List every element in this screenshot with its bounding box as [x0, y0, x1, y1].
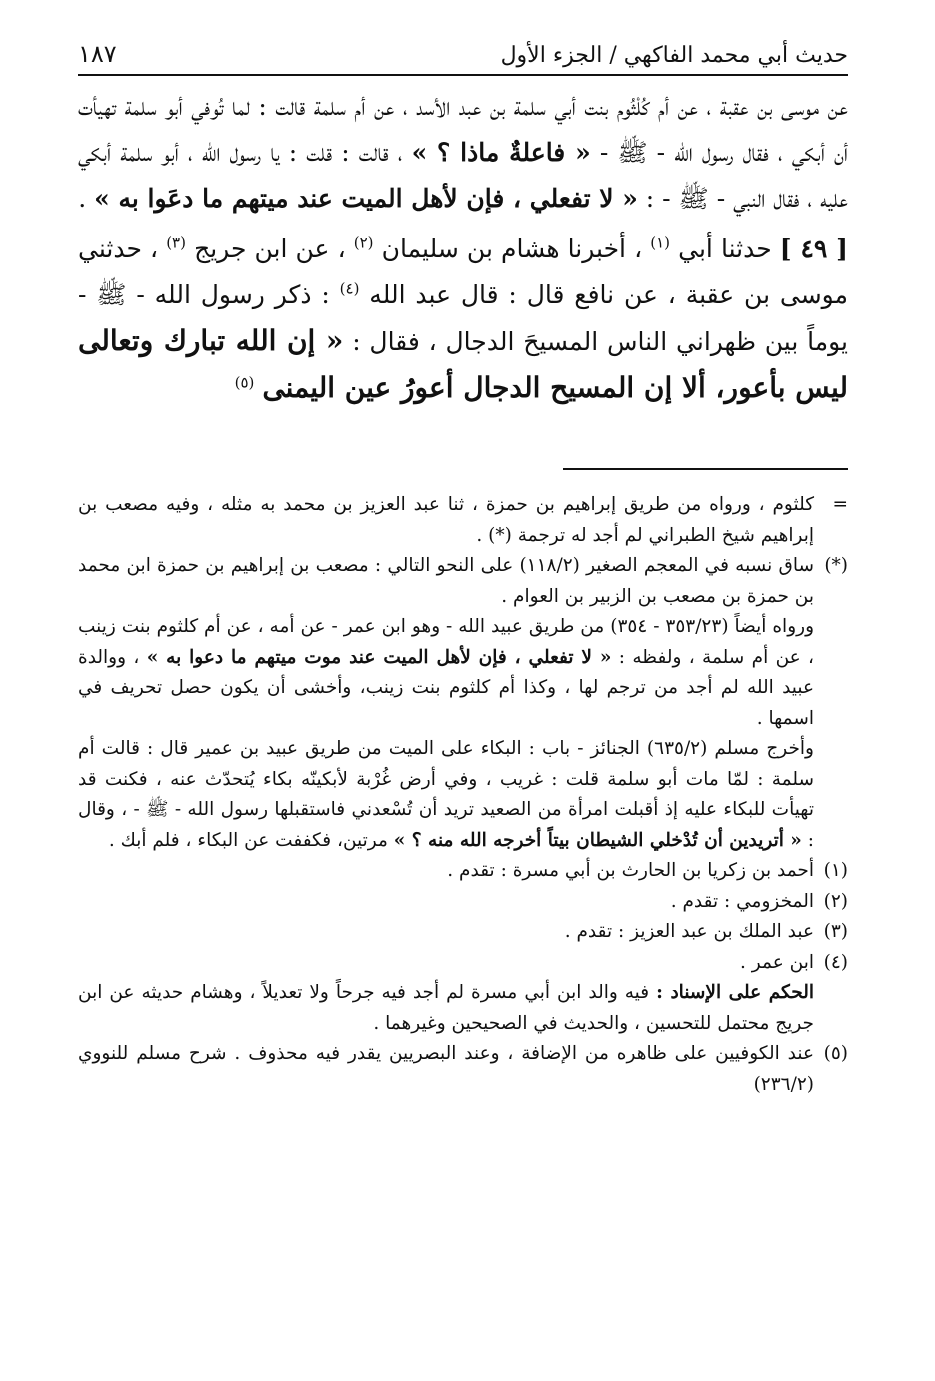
prophet-quote: « إن الله تبارك وتعالى ليس بأعور، ألا إن المسيح الدجال أعورُ عين اليمنى — [78, 324, 848, 404]
footnote-star — [78, 551, 848, 612]
main-text — [78, 84, 848, 412]
isnad-ruling — [78, 978, 848, 1039]
footnote-mark: (١) — [823, 860, 848, 881]
footnote-ref: (٤) — [339, 279, 360, 298]
footnote-mark: (٣) — [823, 921, 848, 942]
hadith-paragraph — [78, 226, 848, 412]
footnote-ref: (٥) — [234, 373, 255, 392]
running-title: حديث أبي محمد الفاكهي / الجزء الأول — [500, 43, 848, 68]
prophet-quote: « لا تفعلي ، فإن لأهل الميت عند ميتهم ما دعَوا به » — [94, 184, 638, 213]
prophet-quote: « فاعلةٌ ماذا ؟ » — [411, 138, 591, 167]
footnote-separator — [563, 468, 848, 470]
footnote-paragraph — [78, 612, 848, 734]
footnote-text: فيه والد ابن أبي مسرة لم أجد فيه جرحاً ولا تعديلاً ، وهشام حديثه عن ابن جريج محتمل للتحسين ، والحديث في الصحيحين وغيرهما . — [78, 982, 814, 1034]
footnote-mark: (٥) — [823, 1043, 848, 1064]
footnote-text: عبد الملك بن عبد العزيز : تقدم . — [564, 921, 814, 942]
footnote-mark: (*) — [824, 555, 848, 576]
main-text-segment: : ذكر رسول الله - ﷺ - يوماً بين ظهراني الناس المسيحَ الدجال ، فقال : — [78, 280, 848, 356]
footnote-ref: (٢) — [353, 233, 374, 252]
footnote-3 — [78, 917, 848, 948]
isnad-ruling-label: الحكم على الإسناد : — [656, 982, 814, 1003]
footnote-text: عند الكوفيين على ظاهره من الإضافة ، وعند البصريين يقدر فيه محذوف . شرح مسلم للنووي (٢٣٦/٢) — [78, 1043, 814, 1095]
footnote-text: كلثوم ، ورواه من طريق إبراهيم بن حمزة ، ثنا عبد العزيز بن محمد به مثله ، وفيه مصعب بن إبراهيم شيخ الطبراني لم أجد له ترجمة (*) . — [78, 494, 814, 546]
footnote-5 — [78, 1039, 848, 1100]
quote: « أتريدين أن تُدْخلي الشيطان بيتاً أخرجه الله منه ؟ » — [393, 829, 802, 851]
main-text-segment: عن موسى بن عقبة ، عن أم كُلْثُوم بنت أبي سلمة بن عبد الأسد ، عن أم سلمة قالت : لما تُوفي أبو سلمة تهيأت أن أبكي ، فقال رسول الله - ﷺ - — [78, 92, 848, 167]
footnote-1 — [78, 856, 848, 887]
footnote-mark: (٤) — [823, 951, 848, 973]
footnote-continuation — [78, 490, 848, 551]
footnote-4 — [78, 948, 848, 979]
page-number: ١٨٧ — [78, 40, 117, 68]
page-header — [78, 28, 848, 76]
footnotes — [78, 490, 848, 1100]
footnote-2 — [78, 887, 848, 918]
main-text-segment: ، عن ابن جريج — [185, 234, 354, 263]
main-text-segment: ، أخبرنا هشام بن سليمان — [373, 234, 651, 263]
footnote-text: ورواه أيضاً (٣٥٣/٢٣ - ٣٥٤) من طريق عبيد الله - وهو ابن عمر - عن أمه ، عن أم كلثوم بنت زينب ، عن أم سلمة ، ولفظه : — [78, 616, 815, 668]
footnote-text: ، ووالدة عبيد الله لم أجد من ترجم لها ، وكذا أم كلثوم بنت زينب، وأخشى أن يكون حصل تحريف في اسمها . — [78, 646, 814, 729]
footnote-text: المخزومي : تقدم . — [670, 890, 814, 912]
footnote-text: ساق نسبه في المعجم الصغير (١١٨/٢) على النحو التالي : مصعب بن إبراهيم بن حمزة ابن محمد بن حمزة بن مصعب بن الزبير بن العوام . — [78, 555, 814, 607]
main-text-segment: ، قالت : قلت : يا رسول الله ، أبو سلمة أبكي عليه ، فقال النبي - ﷺ - : — [78, 138, 848, 213]
footnote-ref: (١) — [650, 233, 671, 252]
footnote-text: مرتين، فكففت عن البكاء ، فلم أبك . — [108, 829, 394, 851]
quote: « لا تفعلي ، فإن لأهل الميت عند موت ميتهم ما دعوا به » — [146, 646, 612, 668]
hadith-number: [ ٤٩ ] — [779, 234, 848, 263]
footnote-mark: (٢) — [823, 890, 848, 912]
footnote-text: وأخرج مسلم (٦٣٥/٢) الجنائز - باب : البكاء على الميت من طريق عبيد بن عمير قال : قالت أم سلمة : لمّا مات أبو سلمة قلت : غريب ، وفي أرض غُرْبة لأبكينّه بكاء يُتحدّث عنه ، فكنت قد تهيأت للبكاء عليه إذ أقبلت امرأة من الصعيد تريد أن تُسْعدني فاستقبلها رسول الله - ﷺ - ، وقال : — [78, 738, 814, 851]
footnote-paragraph — [78, 734, 848, 856]
main-text-segment: حدثنا أبي — [670, 234, 780, 263]
footnote-mark: = — [832, 494, 848, 515]
main-text-segment: ، حدثني موسى بن عقبة ، عن نافع قال : قال عبد الله — [78, 234, 848, 309]
footnote-text: ابن عمر . — [740, 951, 814, 973]
footnote-ref: (٣) — [166, 233, 186, 252]
footnote-text: أحمد بن زكريا بن الحارث بن أبي مسرة : تقدم . — [447, 860, 814, 881]
main-paragraph-1 — [78, 84, 848, 222]
main-text-segment: . — [78, 184, 95, 213]
